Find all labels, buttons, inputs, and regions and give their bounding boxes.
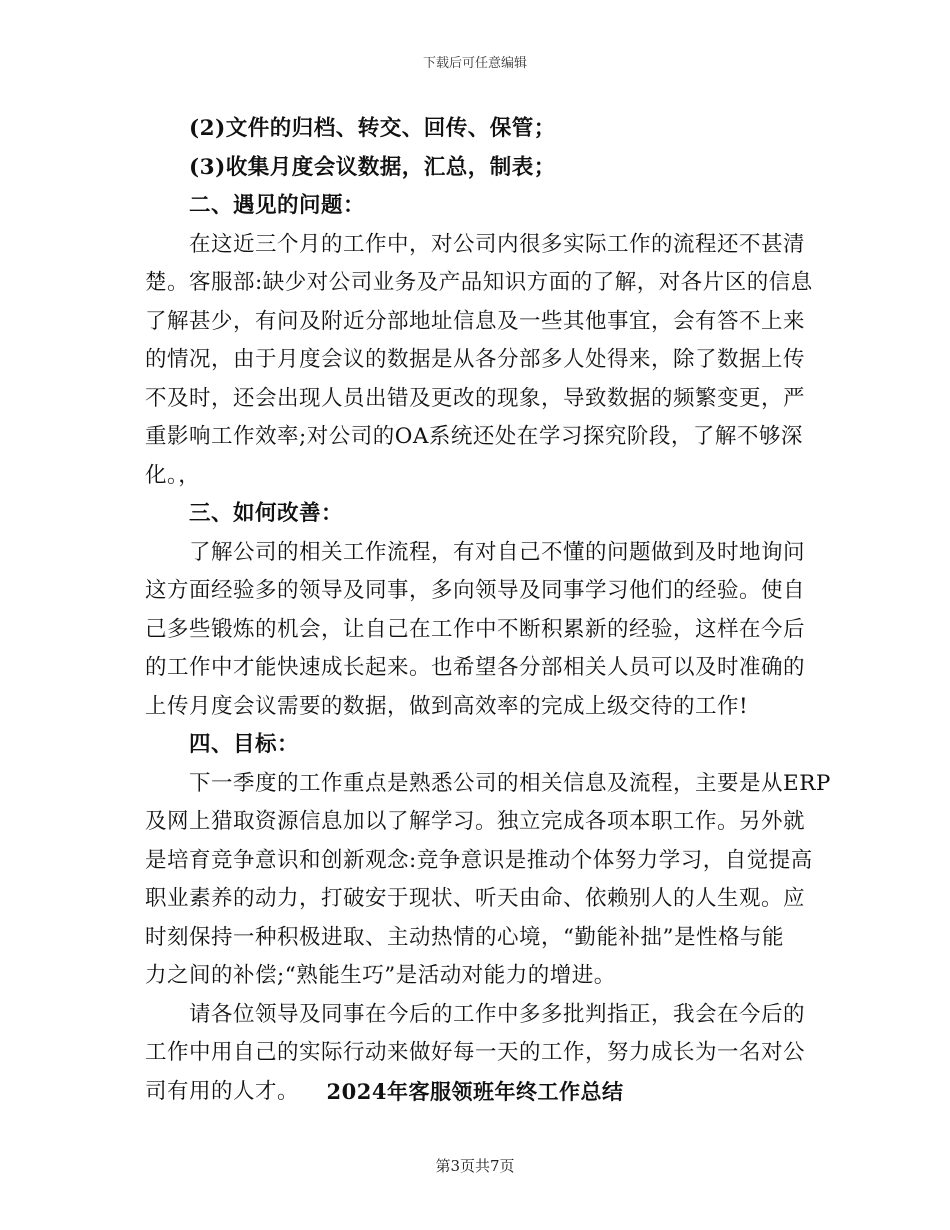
paragraph-line: 了解公司的相关工作流程，有对自己不懂的问题做到及时地询问 [189,539,806,565]
paragraph-line: 工作中用自己的实际行动来做好每一天的工作，努力成长为一名对公 [145,1040,806,1065]
paragraph-line: 的工作中才能快速成长起来。也希望各分部相关人员可以及时准确的 [145,655,806,680]
paragraph-line: 楚。客服部:缺少对公司业务及产品知识方面的了解，对各片区的信息 [145,270,813,295]
section-heading-improve: 三、如何改善： [189,501,344,526]
next-document-title: 2024年客服领班年终工作总结 [326,1079,624,1104]
paragraph-line: 及网上猎取资源信息加以了解学习。独立完成各项本职工作。另外就 [145,809,806,834]
paragraph-line: 上传月度会议需要的数据，做到高效率的完成上级交待的工作! [145,693,749,719]
paragraph-line: 了解甚少，有问及附近分部地址信息及一些其他事宜，会有答不上来 [145,308,806,334]
paragraph-line: 职业素养的动力，打破安于现状、听天由命、依赖别人的人生观。应 [145,886,806,911]
header-note: 下载后可任意编辑 [422,56,527,71]
page-number: 第3页共7页 [435,1157,515,1175]
list-item-2: (2)文件的归档、转交、回传、保管； [189,116,556,141]
paragraph-line: 下一季度的工作重点是熟悉公司的相关信息及流程，主要是从ERP [189,770,831,796]
paragraph-line: 力之间的补偿;“熟能生巧”是活动对能力的增进。 [145,963,616,988]
paragraph-line: 是培育竞争意识和创新观念:竞争意识是推动个体努力学习，自觉提高 [145,847,813,873]
paragraph-line: 在这近三个月的工作中，对公司内很多实际工作的流程还不甚清 [189,231,806,257]
paragraph-line: 不及时，还会出现人员出错及更改的现象，导致数据的频繁变更，严 [145,385,806,411]
list-item-3: (3)收集月度会议数据，汇总，制表； [189,154,556,180]
paragraph-line: 请各位领导及同事在今后的工作中多多批判指正，我会在今后的 [189,1001,806,1027]
paragraph-line: 时刻保持一种积极进取、主动热情的心境，“勤能补拙”是性格与能 [145,924,784,950]
section-heading-problems: 二、遇见的问题： [189,193,366,218]
document-body [145,110,831,1111]
section-heading-goals: 四、目标： [189,732,300,757]
paragraph-line: 的情况，由于月度会议的数据是从各分部多人处得来，除了数据上传 [145,347,806,372]
paragraph-line: 司有用的人才。 [145,1078,300,1104]
paragraph-line: 这方面经验多的领导及同事，多向领导及同事学习他们的经验。使自 [145,578,806,603]
paragraph-line: 重影响工作效率;对公司的OA系统还处在学习探究阶段，了解不够深 [145,424,803,449]
paragraph-line: 化。， [145,462,201,488]
paragraph-line: 己多些锻炼的机会，让自己在工作中不断积累新的经验，这样在今后 [145,616,806,642]
